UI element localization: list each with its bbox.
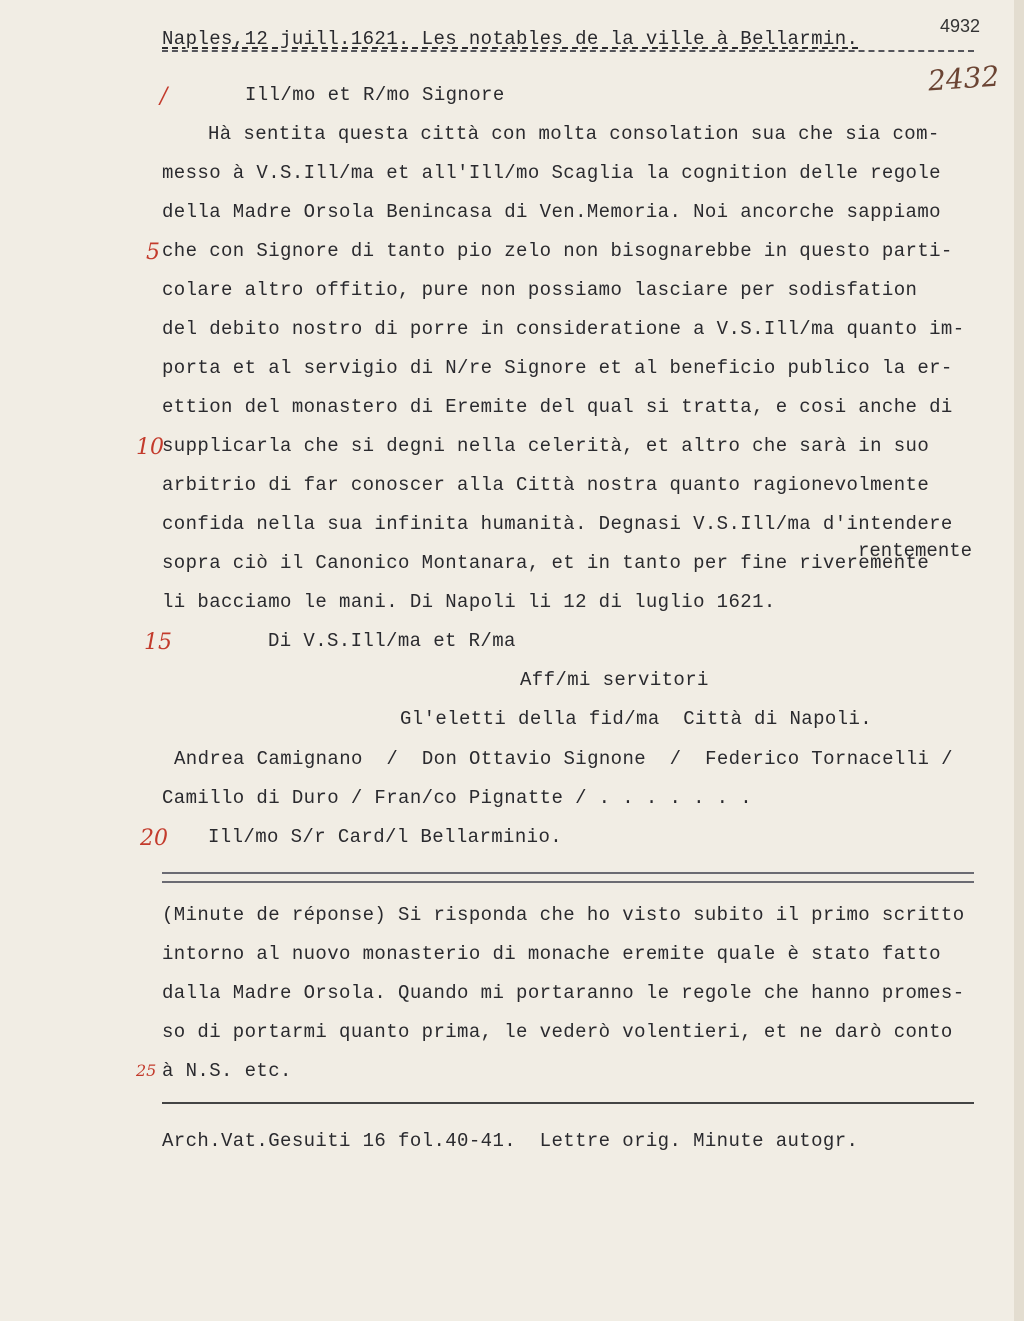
closing-formula: Di V.S.Ill/ma et R/ma (268, 630, 516, 652)
address-line: Ill/mo S/r Card/l Bellarminio. (208, 826, 563, 848)
footer-rule (162, 1102, 974, 1104)
signers-line: Camillo di Duro / Fran/co Pignatte / . . . . . . . (162, 787, 753, 809)
letter-line: Hà sentita questa città con molta consolation sua che sia com- (208, 123, 940, 145)
folio-handwritten: 2432 (926, 59, 1001, 98)
letter-line: della Madre Orsola Benincasa di Ven.Memoria. Noi ancorche sappiamo (162, 201, 941, 223)
reply-line: dalla Madre Orsola. Quando mi portaranno le regole che hanno promes- (162, 982, 965, 1004)
reply-line: intorno al nuovo monasterio di monache eremite quale è stato fatto (162, 943, 941, 965)
letter-line: che con Signore di tanto pio zelo non bisognarebbe in questo parti- (162, 240, 953, 262)
signers-line: Andrea Camignano / Don Ottavio Signone / Federico Tornacelli / (174, 748, 953, 770)
letter-line: supplicarla che si degni nella celerità, et altro che sarà in suo (162, 435, 930, 457)
letter-line: confida nella sua infinita humanità. Degnasi V.S.Ill/ma d'intendere (162, 513, 953, 535)
folio-number: 4932 (940, 16, 981, 36)
margin-mark: 5 (146, 240, 160, 265)
reply-line: so di portarmi quanto prima, le vederò volentieri, et ne darò conto (162, 1021, 953, 1043)
margin-mark: 10 (136, 435, 164, 460)
letter-line: porta et al servigio di N/re Signore et al beneficio publico la er- (162, 357, 953, 379)
reply-line: à N.S. etc. (162, 1060, 292, 1082)
signers-title: Gl'eletti della fid/ma Città di Napoli. (400, 708, 873, 730)
reply-line: (Minute de réponse) Si risponda che ho visto subito il primo scritto (162, 904, 965, 926)
letter-line: ettion del monastero di Eremite del qual si tratta, e cosi anche di (162, 396, 953, 418)
letter-line: sopra ciò il Canonico Montanara, et in tanto per fine riveremente (162, 552, 930, 574)
section-separator (162, 872, 974, 883)
letter-line: colare altro offitio, pure non possiamo lasciare per sodisfation (162, 279, 918, 301)
letter-line: li bacciamo le mani. Di Napoli li 12 di luglio 1621. (162, 591, 776, 613)
source-reference: Arch.Vat.Gesuiti 16 fol.40-41. Lettre orig. Minute autogr. (162, 1130, 859, 1152)
letter-line: arbitrio di far conoscer alla Città nostra quanto ragionevolmente (162, 474, 930, 496)
header-rule (162, 50, 974, 52)
margin-mark: 20 (140, 826, 168, 851)
margin-mark: 25 (136, 1061, 157, 1080)
header-title: Naples,12 juill.1621. Les notables de la ville à Bellarmin. (162, 28, 859, 50)
page-edge (1014, 0, 1024, 1321)
margin-mark: / (160, 84, 168, 109)
letter-line: del debito nostro di porre in consideratione a V.S.Ill/ma quanto im- (162, 318, 965, 340)
signoff: Aff/mi servitori (520, 669, 709, 691)
correction-above: rentemente (858, 540, 973, 562)
letter-line: messo à V.S.Ill/ma et all'Ill/mo Scaglia la cognition delle regole (162, 162, 941, 184)
margin-mark: 15 (144, 630, 172, 655)
salutation: Ill/mo et R/mo Signore (245, 84, 505, 106)
